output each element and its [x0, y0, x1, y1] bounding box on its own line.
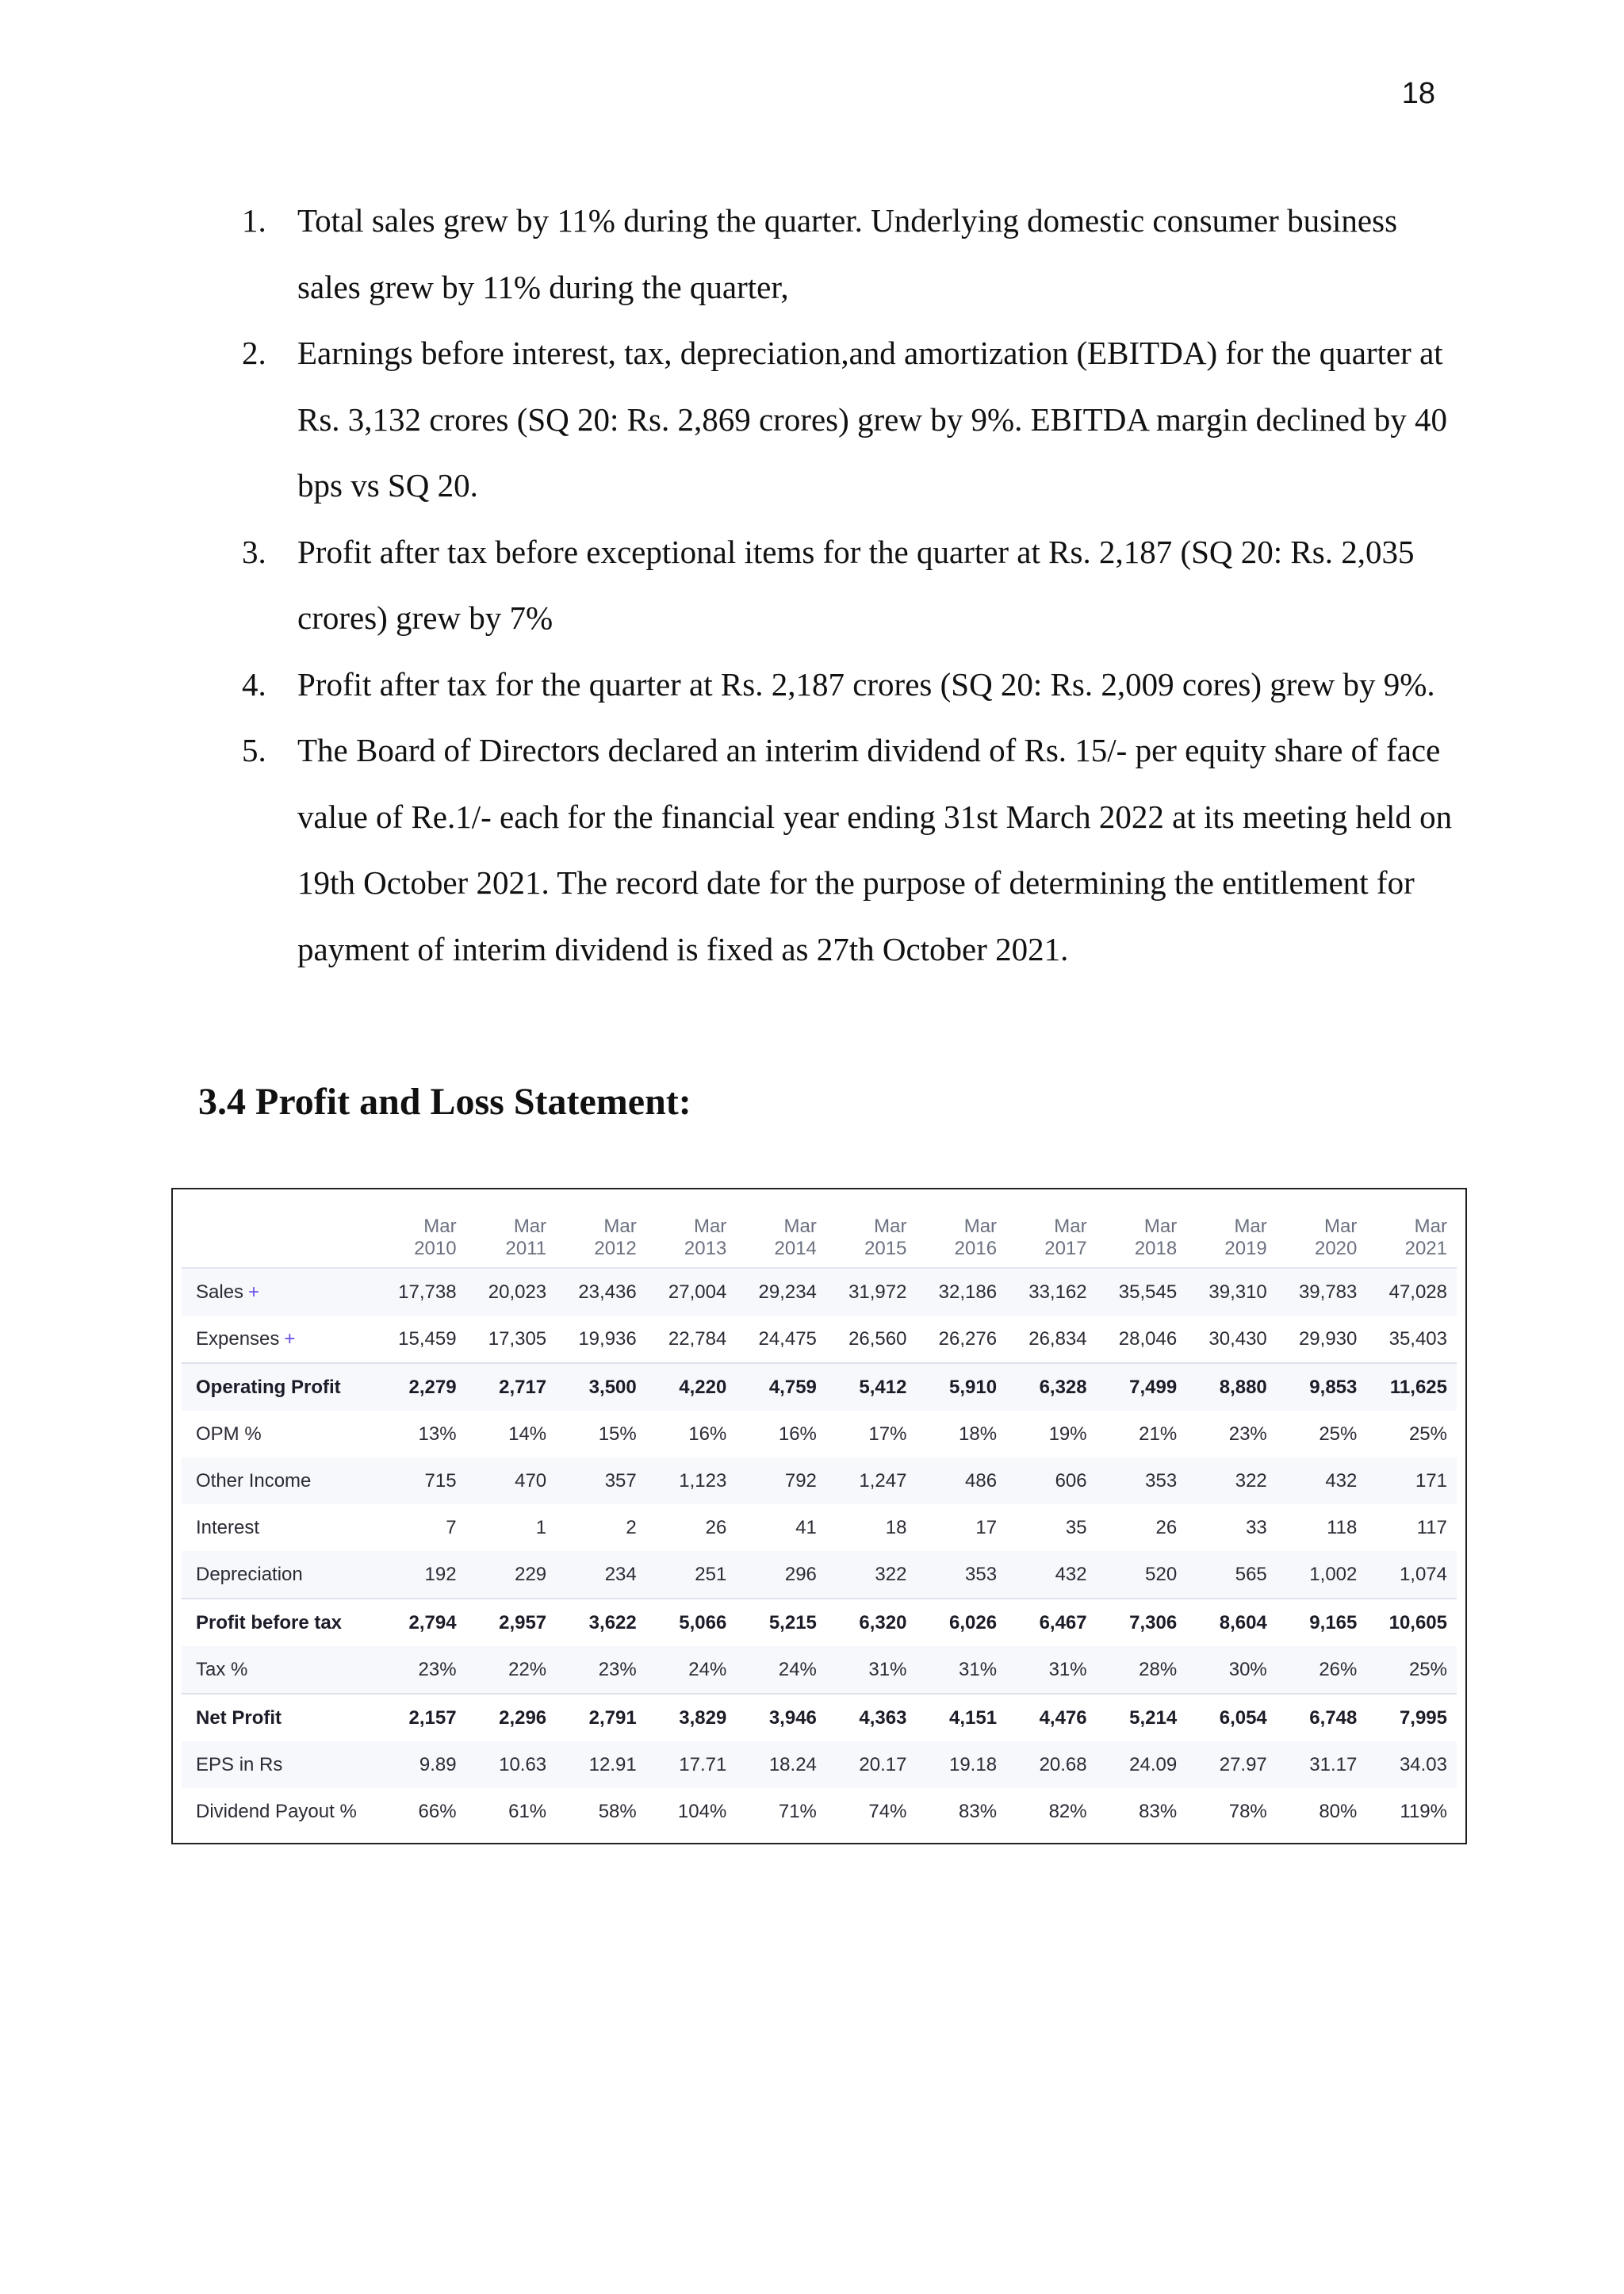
- value-cell: 3,829: [646, 1694, 737, 1741]
- expand-plus-icon[interactable]: +: [284, 1327, 296, 1350]
- value-cell: 357: [556, 1457, 646, 1504]
- value-cell: 35: [1065, 1516, 1087, 1538]
- value-cell: 41: [795, 1516, 817, 1538]
- row-label-cell: [182, 1788, 376, 1835]
- row-label-cell[interactable]: [182, 1268, 376, 1316]
- value-cell: 32,186: [916, 1268, 1006, 1316]
- page-number: 18: [1401, 77, 1435, 110]
- column-header-year: 2011: [505, 1238, 547, 1259]
- value-cell: 192: [376, 1551, 466, 1599]
- highlight-item: [242, 652, 1463, 718]
- value-cell: 4,759: [736, 1363, 826, 1411]
- row-label: EPS in Rs: [196, 1753, 283, 1775]
- column-header-month: Mar: [693, 1216, 727, 1237]
- value-cell: 20.68: [1006, 1741, 1097, 1788]
- value-cell: 1,247: [826, 1457, 917, 1504]
- value-cell: 229: [466, 1551, 557, 1599]
- column-header: [1186, 1208, 1277, 1268]
- highlight-number: 2.: [242, 335, 266, 371]
- column-header-month: Mar: [1414, 1216, 1447, 1237]
- column-header-month: Mar: [423, 1216, 457, 1237]
- column-header-month: Mar: [1234, 1216, 1267, 1237]
- column-header-year: 2013: [684, 1238, 727, 1259]
- row-label: Depreciation: [196, 1563, 303, 1585]
- value-cell: 27,004: [646, 1268, 737, 1316]
- value-cell: 3,622: [556, 1599, 646, 1646]
- value-cell: 66%: [418, 1800, 457, 1822]
- value-cell: 33: [1246, 1516, 1267, 1538]
- value-cell: 18.24: [736, 1741, 826, 1788]
- section-heading: 3.4 Profit and Loss Statement:: [198, 1081, 691, 1123]
- row-label: OPM %: [196, 1423, 262, 1445]
- highlight-item: [242, 320, 1463, 519]
- value-cell: 74%: [868, 1800, 907, 1822]
- value-cell: 7,306: [1097, 1599, 1187, 1646]
- value-cell: 13%: [418, 1423, 457, 1445]
- value-cell: 353: [1097, 1457, 1187, 1504]
- profit-loss-table: [182, 1208, 1457, 1835]
- value-cell: 6,328: [1006, 1363, 1097, 1411]
- value-cell: 20,023: [466, 1268, 557, 1316]
- value-cell: 16%: [778, 1423, 817, 1445]
- value-cell: 1,002: [1277, 1551, 1367, 1599]
- highlight-text: The Board of Directors declared an interim dividend of Rs. 15/- per equity share of face value of Re.1/- each for the financial year ending 31st March 2022 at its meeting held on 19th October 2021. The record date for the purpose of determining the entitlement for payment of interim dividend is fixed as 27th October 2021.: [297, 732, 1453, 967]
- column-header-year: 2018: [1134, 1238, 1178, 1259]
- value-cell: 28%: [1097, 1646, 1187, 1694]
- value-cell: 31.17: [1277, 1741, 1367, 1788]
- row-label: Other Income: [196, 1469, 312, 1492]
- value-cell: 322: [1186, 1457, 1277, 1504]
- highlight-text: Profit after tax before exceptional items for the quarter at Rs. 2,187 (SQ 20: Rs. 2,035 crores) grew by 7%: [297, 533, 1415, 636]
- value-cell: 26%: [1277, 1646, 1367, 1694]
- value-cell: 21%: [1139, 1423, 1178, 1445]
- value-cell: 2,717: [466, 1363, 557, 1411]
- value-cell: 296: [736, 1551, 826, 1599]
- value-cell: 26,560: [848, 1327, 907, 1350]
- table-row: [182, 1411, 1457, 1457]
- value-cell: 1: [535, 1516, 547, 1538]
- value-cell: 2,791: [556, 1694, 646, 1741]
- value-cell: 234: [556, 1551, 646, 1599]
- value-cell: 2: [626, 1516, 637, 1538]
- value-cell: 83%: [1139, 1800, 1178, 1822]
- value-cell: 5,215: [736, 1599, 826, 1646]
- value-cell: 7,499: [1097, 1363, 1187, 1411]
- table-row: [182, 1363, 1457, 1411]
- table-row: [182, 1316, 1457, 1363]
- row-label-cell: [182, 1363, 376, 1411]
- column-header-year: 2019: [1224, 1238, 1267, 1259]
- row-label-cell: [182, 1411, 376, 1457]
- value-cell: 353: [916, 1551, 1006, 1599]
- value-cell: 17,305: [488, 1327, 547, 1350]
- highlight-number: 5.: [242, 732, 266, 768]
- value-cell: 17: [975, 1516, 998, 1538]
- value-cell: 11,625: [1366, 1363, 1457, 1411]
- table-row: [182, 1741, 1457, 1788]
- row-label: Operating Profit: [196, 1376, 341, 1398]
- value-cell: 26: [1155, 1516, 1178, 1538]
- column-header-month: Mar: [513, 1216, 547, 1237]
- value-cell: 117: [1416, 1516, 1447, 1538]
- profit-loss-table-frame: [171, 1188, 1467, 1844]
- column-header: [646, 1208, 737, 1268]
- value-cell: 6,026: [916, 1599, 1006, 1646]
- value-cell: 10,605: [1366, 1599, 1457, 1646]
- value-cell: 520: [1097, 1551, 1187, 1599]
- column-header-year: 2020: [1314, 1238, 1358, 1259]
- row-label: Sales: [196, 1281, 244, 1303]
- value-cell: 20.17: [826, 1741, 917, 1788]
- highlight-text: Total sales grew by 11% during the quarter. Underlying domestic consumer business sales grew by 11% during the quarter,: [297, 202, 1398, 305]
- column-header: [916, 1208, 1006, 1268]
- value-cell: 24%: [736, 1646, 826, 1694]
- value-cell: 25%: [1366, 1646, 1457, 1694]
- value-cell: 39,310: [1186, 1268, 1277, 1316]
- column-header: [466, 1208, 557, 1268]
- value-cell: 17%: [868, 1423, 907, 1445]
- highlight-number: 1.: [242, 202, 266, 239]
- column-header: [1097, 1208, 1187, 1268]
- column-header-year: 2014: [774, 1238, 817, 1259]
- value-cell: 104%: [677, 1800, 727, 1822]
- highlight-text: Earnings before interest, tax, depreciation,and amortization (EBITDA) for the quarter at Rs. 3,132 crores (SQ 20: Rs. 2,869 crores) grew by 9%. EBITDA margin declined by 40 bps vs SQ 20.: [297, 335, 1447, 504]
- value-cell: 24,475: [758, 1327, 817, 1350]
- header-corner: [182, 1208, 376, 1268]
- value-cell: 1,074: [1366, 1551, 1457, 1599]
- column-header-year: 2016: [954, 1238, 998, 1259]
- highlight-item: [242, 718, 1463, 982]
- value-cell: 15%: [598, 1423, 637, 1445]
- value-cell: 34.03: [1366, 1741, 1457, 1788]
- value-cell: 2,296: [466, 1694, 557, 1741]
- row-label: Interest: [196, 1516, 260, 1538]
- highlight-number: 3.: [242, 533, 266, 570]
- column-header: [556, 1208, 646, 1268]
- row-label: Dividend Payout %: [196, 1800, 357, 1822]
- value-cell: 80%: [1319, 1800, 1358, 1822]
- row-label-cell[interactable]: [182, 1316, 376, 1363]
- column-header-year: 2015: [864, 1238, 907, 1259]
- row-label: Expenses: [196, 1327, 280, 1350]
- value-cell: 12.91: [556, 1741, 646, 1788]
- value-cell: 171: [1366, 1457, 1457, 1504]
- value-cell: 2,157: [376, 1694, 466, 1741]
- value-cell: 9,853: [1277, 1363, 1367, 1411]
- value-cell: 6,467: [1006, 1599, 1097, 1646]
- row-label: Profit before tax: [196, 1611, 343, 1633]
- column-header: [736, 1208, 826, 1268]
- value-cell: 432: [1006, 1551, 1097, 1599]
- value-cell: 71%: [778, 1800, 817, 1822]
- value-cell: 8,880: [1186, 1363, 1277, 1411]
- value-cell: 606: [1006, 1457, 1097, 1504]
- row-label-cell: [182, 1551, 376, 1599]
- value-cell: 19%: [1048, 1423, 1087, 1445]
- value-cell: 23%: [376, 1646, 466, 1694]
- column-header-month: Mar: [603, 1216, 637, 1237]
- value-cell: 27.97: [1186, 1741, 1277, 1788]
- column-header: [1277, 1208, 1367, 1268]
- value-cell: 17,738: [376, 1268, 466, 1316]
- table-body: [182, 1268, 1457, 1835]
- value-cell: 28,046: [1118, 1327, 1178, 1350]
- row-label-cell: [182, 1504, 376, 1551]
- value-cell: 31%: [916, 1646, 1006, 1694]
- row-label-cell: [182, 1457, 376, 1504]
- value-cell: 4,476: [1006, 1694, 1097, 1741]
- value-cell: 19,936: [578, 1327, 637, 1350]
- value-cell: 8,604: [1186, 1599, 1277, 1646]
- highlight-item: [242, 519, 1463, 652]
- table-row: [182, 1646, 1457, 1694]
- value-cell: 9,165: [1277, 1599, 1367, 1646]
- value-cell: 4,220: [646, 1363, 737, 1411]
- value-cell: 15,459: [398, 1327, 457, 1350]
- value-cell: 6,320: [826, 1599, 917, 1646]
- highlight-item: [242, 188, 1463, 320]
- value-cell: 9.89: [376, 1741, 466, 1788]
- value-cell: 23%: [556, 1646, 646, 1694]
- value-cell: 17.71: [646, 1741, 737, 1788]
- table-row: [182, 1268, 1457, 1316]
- column-header-month: Mar: [1054, 1216, 1087, 1237]
- value-cell: 432: [1277, 1457, 1367, 1504]
- value-cell: 25%: [1319, 1423, 1358, 1445]
- value-cell: 29,234: [736, 1268, 826, 1316]
- value-cell: 3,500: [556, 1363, 646, 1411]
- value-cell: 792: [736, 1457, 826, 1504]
- value-cell: 5,910: [916, 1363, 1006, 1411]
- table-row: [182, 1551, 1457, 1599]
- column-header: [376, 1208, 466, 1268]
- column-header-month: Mar: [963, 1216, 998, 1237]
- value-cell: 118: [1327, 1516, 1358, 1538]
- value-cell: 6,748: [1277, 1694, 1367, 1741]
- value-cell: 83%: [959, 1800, 998, 1822]
- column-header-month: Mar: [874, 1216, 907, 1237]
- row-label-cell: [182, 1694, 376, 1741]
- row-label: Tax %: [196, 1658, 248, 1680]
- value-cell: 10.63: [466, 1741, 557, 1788]
- row-label-cell: [182, 1599, 376, 1646]
- value-cell: 2,794: [376, 1599, 466, 1646]
- value-cell: 58%: [598, 1800, 637, 1822]
- value-cell: 322: [826, 1551, 917, 1599]
- table-row: [182, 1599, 1457, 1646]
- value-cell: 486: [916, 1457, 1006, 1504]
- value-cell: 4,151: [916, 1694, 1006, 1741]
- table-row: [182, 1504, 1457, 1551]
- value-cell: 23%: [1228, 1423, 1267, 1445]
- value-cell: 31,972: [826, 1268, 917, 1316]
- value-cell: 2,279: [376, 1363, 466, 1411]
- row-label-cell: [182, 1646, 376, 1694]
- highlights-list: [242, 188, 1463, 982]
- column-header-year: 2021: [1404, 1238, 1447, 1259]
- value-cell: 1,123: [646, 1457, 737, 1504]
- value-cell: 39,783: [1277, 1268, 1367, 1316]
- highlight-number: 4.: [242, 665, 266, 703]
- value-cell: 565: [1186, 1551, 1277, 1599]
- value-cell: 25%: [1408, 1423, 1447, 1445]
- value-cell: 33,162: [1006, 1268, 1097, 1316]
- value-cell: 26,276: [938, 1327, 998, 1350]
- value-cell: 24.09: [1097, 1741, 1187, 1788]
- value-cell: 19.18: [916, 1741, 1006, 1788]
- column-header-month: Mar: [1143, 1216, 1178, 1237]
- value-cell: 78%: [1228, 1800, 1267, 1822]
- table-row: [182, 1694, 1457, 1741]
- value-cell: 82%: [1048, 1800, 1087, 1822]
- column-header-year: 2010: [414, 1238, 457, 1259]
- value-cell: 22%: [466, 1646, 557, 1694]
- value-cell: 4,363: [826, 1694, 917, 1741]
- value-cell: 3,946: [736, 1694, 826, 1741]
- value-cell: 5,066: [646, 1599, 737, 1646]
- value-cell: 5,412: [826, 1363, 917, 1411]
- value-cell: 2,957: [466, 1599, 557, 1646]
- table-head: [182, 1208, 1457, 1268]
- table-row: [182, 1457, 1457, 1504]
- value-cell: 31%: [826, 1646, 917, 1694]
- value-cell: 18%: [959, 1423, 998, 1445]
- value-cell: 22,784: [668, 1327, 727, 1350]
- value-cell: 29,930: [1298, 1327, 1358, 1350]
- value-cell: 24%: [646, 1646, 737, 1694]
- highlight-text: Profit after tax for the quarter at Rs. 2,187 crores (SQ 20: Rs. 2,009 cores) grew by 9%.: [297, 665, 1435, 703]
- column-header-month: Mar: [783, 1216, 817, 1237]
- value-cell: 715: [376, 1457, 466, 1504]
- value-cell: 23,436: [556, 1268, 646, 1316]
- value-cell: 470: [466, 1457, 557, 1504]
- value-cell: 35,403: [1388, 1327, 1447, 1350]
- value-cell: 6,054: [1186, 1694, 1277, 1741]
- value-cell: 119%: [1400, 1800, 1447, 1822]
- value-cell: 61%: [508, 1800, 547, 1822]
- value-cell: 16%: [688, 1423, 727, 1445]
- value-cell: 5,214: [1097, 1694, 1187, 1741]
- value-cell: 7,995: [1366, 1694, 1457, 1741]
- expand-plus-icon[interactable]: +: [248, 1281, 260, 1303]
- value-cell: 18: [885, 1516, 907, 1538]
- column-header-year: 2017: [1044, 1238, 1087, 1259]
- header-row: [182, 1208, 1457, 1268]
- value-cell: 7: [446, 1516, 457, 1538]
- value-cell: 26: [705, 1516, 727, 1538]
- column-header: [1006, 1208, 1097, 1268]
- column-header-month: Mar: [1324, 1216, 1358, 1237]
- table-row: [182, 1788, 1457, 1835]
- value-cell: 31%: [1006, 1646, 1097, 1694]
- column-header-year: 2012: [594, 1238, 637, 1259]
- column-header: [1366, 1208, 1457, 1268]
- value-cell: 14%: [508, 1423, 547, 1445]
- row-label-cell: [182, 1741, 376, 1788]
- row-label: Net Profit: [196, 1706, 282, 1729]
- value-cell: 35,545: [1097, 1268, 1187, 1316]
- value-cell: 30,430: [1208, 1327, 1267, 1350]
- value-cell: 251: [646, 1551, 737, 1599]
- value-cell: 47,028: [1366, 1268, 1457, 1316]
- column-header: [826, 1208, 917, 1268]
- value-cell: 30%: [1186, 1646, 1277, 1694]
- value-cell: 26,834: [1028, 1327, 1087, 1350]
